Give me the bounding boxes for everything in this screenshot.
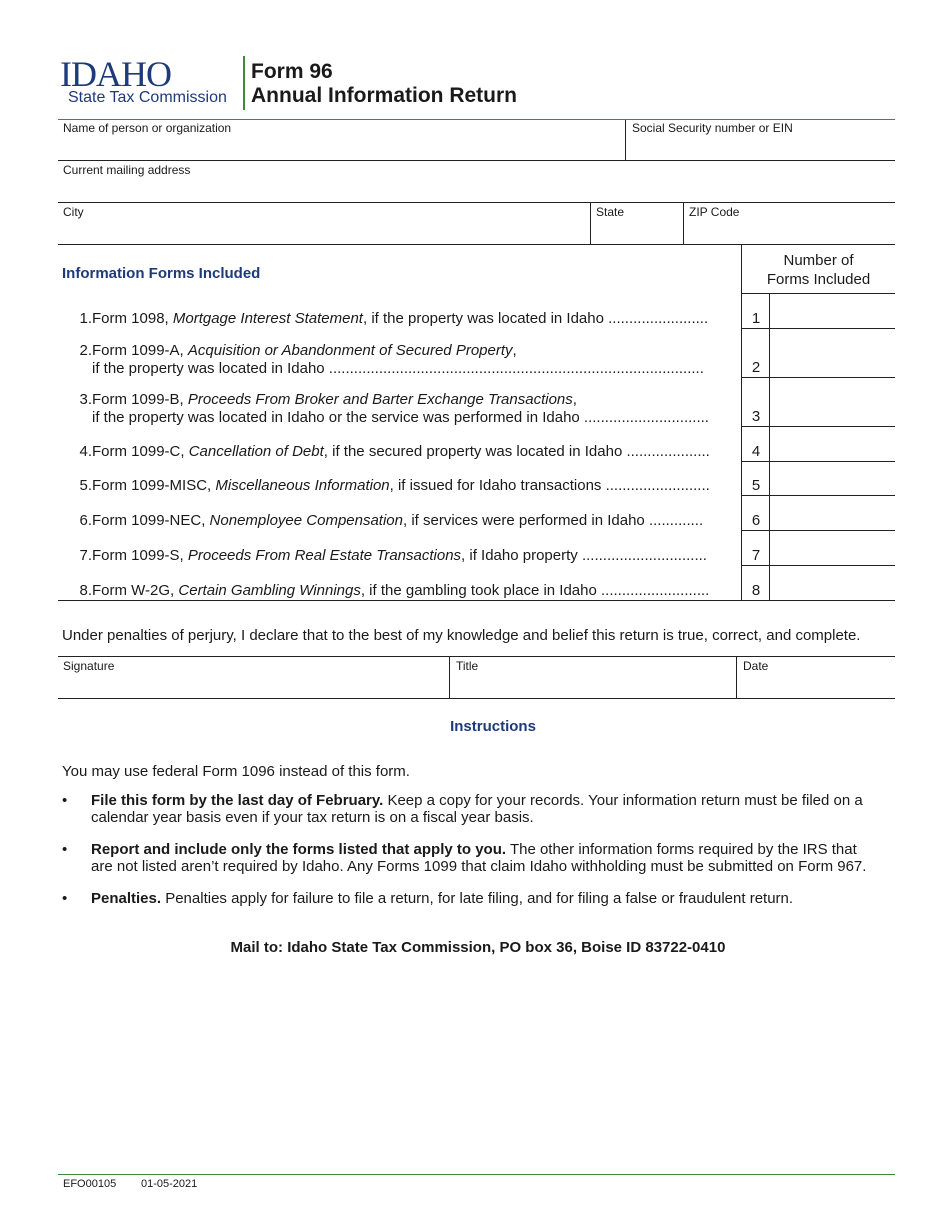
list-item bbox=[62, 547, 732, 565]
divider bbox=[58, 600, 895, 601]
line-number: 7 bbox=[751, 547, 761, 564]
bullet-bold: Report and include only the forms listed that apply to you. bbox=[91, 841, 507, 858]
divider bbox=[741, 293, 895, 294]
address-input[interactable] bbox=[60, 178, 894, 202]
signature-input[interactable] bbox=[60, 673, 448, 697]
bullet-bold: File this form by the last day of February. bbox=[91, 792, 384, 809]
count-input-4[interactable] bbox=[770, 437, 898, 461]
line-number: 5 bbox=[751, 477, 761, 494]
list-item bbox=[91, 890, 901, 907]
city-label: City bbox=[63, 205, 84, 219]
item-form: Form 1099-A, bbox=[92, 342, 188, 359]
bullet-text: Keep a copy for your records. Your information return must be filed on a bbox=[383, 792, 863, 809]
bullet-icon: • bbox=[62, 890, 68, 907]
item-text: , if services were performed in Idaho ............. bbox=[403, 512, 704, 529]
line-number: 1 bbox=[751, 310, 761, 327]
title-input[interactable] bbox=[452, 673, 736, 697]
list-item bbox=[91, 792, 901, 826]
list-item bbox=[91, 841, 901, 875]
divider bbox=[625, 120, 626, 161]
item-text: , if Idaho property .............................. bbox=[461, 547, 707, 564]
divider bbox=[741, 426, 895, 427]
divider bbox=[741, 495, 895, 496]
divider bbox=[741, 377, 895, 378]
item-text: , bbox=[512, 342, 517, 359]
divider bbox=[736, 657, 737, 698]
divider bbox=[58, 656, 895, 657]
divider bbox=[741, 530, 895, 531]
item-title: Miscellaneous Information bbox=[215, 477, 390, 494]
instructions-heading: Instructions bbox=[450, 718, 536, 735]
divider bbox=[58, 244, 895, 245]
list-item bbox=[62, 443, 732, 461]
item-text: , if the gambling took place in Idaho .......................... bbox=[360, 582, 710, 599]
count-input-7[interactable] bbox=[770, 541, 898, 565]
bullet-icon: • bbox=[62, 792, 68, 809]
bullet-text-2: are not listed aren’t required by Idaho. Any Forms 1099 that claim Idaho withholding must be submitted on Form 967. bbox=[91, 858, 867, 875]
form-number: Form 96 bbox=[251, 60, 333, 83]
bullet-text: The other information forms required by the IRS that bbox=[506, 841, 857, 858]
line-number: 6 bbox=[751, 512, 761, 529]
item-text: , if the property was located in Idaho ........................ bbox=[362, 310, 709, 327]
mail-to: Mail to: Idaho State Tax Commission, PO box 36, Boise ID 83722-0410 bbox=[230, 939, 726, 956]
city-input[interactable] bbox=[60, 220, 589, 244]
instructions-intro: You may use federal Form 1096 instead of this form. bbox=[62, 763, 410, 780]
state-input[interactable] bbox=[593, 220, 683, 244]
form-code: EFO00105 bbox=[63, 1178, 117, 1190]
list-item bbox=[62, 310, 732, 328]
state-label: State bbox=[596, 205, 625, 219]
declaration-text: Under penalties of perjury, I declare that to the best of my knowledge and belief this return is true, correct, and complete. bbox=[62, 627, 861, 644]
section-heading: Information Forms Included bbox=[62, 265, 261, 282]
top-rule bbox=[58, 119, 895, 120]
header-divider bbox=[243, 56, 245, 110]
item-number: 3. bbox=[79, 391, 92, 408]
item-number: 7. bbox=[79, 547, 92, 564]
bullet-icon: • bbox=[62, 841, 68, 858]
line-number: 2 bbox=[751, 359, 761, 376]
date-input[interactable] bbox=[739, 673, 895, 697]
number-header-line1: Number of bbox=[783, 252, 854, 269]
address-label: Current mailing address bbox=[63, 163, 191, 177]
item-text-2: if the property was located in Idaho .......................................................................................... bbox=[92, 360, 704, 377]
item-title: Mortgage Interest Statement bbox=[172, 310, 363, 327]
count-input-5[interactable] bbox=[770, 471, 898, 495]
item-text: , if the secured property was located in Idaho .................... bbox=[323, 443, 710, 460]
divider bbox=[58, 160, 895, 161]
line-number: 4 bbox=[751, 443, 761, 460]
item-number: 1. bbox=[79, 310, 92, 327]
item-form: Form 1099-S, bbox=[92, 547, 188, 564]
item-title: Nonemployee Compensation bbox=[209, 512, 403, 529]
item-number: 5. bbox=[79, 477, 92, 494]
count-input-6[interactable] bbox=[770, 506, 898, 530]
item-form: Form 1098, bbox=[92, 310, 173, 327]
item-form: Form 1099-MISC, bbox=[92, 477, 216, 494]
ssn-input[interactable] bbox=[628, 136, 896, 160]
date-label: Date bbox=[743, 659, 769, 673]
zip-label: ZIP Code bbox=[689, 205, 740, 219]
signature-label: Signature bbox=[63, 659, 115, 673]
count-input-8[interactable] bbox=[770, 576, 898, 600]
divider bbox=[741, 328, 895, 329]
count-input-2[interactable] bbox=[770, 352, 898, 376]
line-number: 3 bbox=[751, 408, 761, 425]
item-number: 4. bbox=[79, 443, 92, 460]
zip-input[interactable] bbox=[686, 220, 895, 244]
divider bbox=[449, 657, 450, 698]
list-item bbox=[62, 512, 732, 530]
list-item bbox=[62, 342, 732, 377]
item-number: 2. bbox=[79, 342, 92, 359]
divider bbox=[741, 565, 895, 566]
item-text: , if issued for Idaho transactions ......................... bbox=[389, 477, 710, 494]
divider bbox=[590, 203, 591, 244]
bullet-text-2: calendar year basis even if your tax return is on a fiscal year basis. bbox=[91, 809, 534, 826]
divider bbox=[683, 203, 684, 244]
name-label: Name of person or organization bbox=[63, 121, 232, 135]
count-input-3[interactable] bbox=[770, 401, 898, 425]
list-item bbox=[62, 477, 732, 495]
bullet-bold: Penalties. bbox=[91, 890, 162, 907]
count-input-1[interactable] bbox=[770, 304, 898, 328]
number-header bbox=[742, 251, 895, 289]
idaho-logo: IDAHO bbox=[60, 54, 171, 94]
item-title: Proceeds From Broker and Barter Exchange Transactions bbox=[187, 391, 573, 408]
page-title: Annual Information Return bbox=[251, 84, 517, 107]
line-number: 8 bbox=[751, 582, 761, 599]
item-text-2: if the property was located in Idaho or the service was performed in Idaho .............................. bbox=[92, 409, 709, 426]
item-title: Certain Gambling Winnings bbox=[178, 582, 361, 599]
title-label: Title bbox=[456, 659, 479, 673]
revision-date: 01-05-2021 bbox=[141, 1178, 198, 1190]
item-text: , bbox=[572, 391, 577, 408]
list-item bbox=[62, 582, 732, 600]
divider bbox=[58, 202, 895, 203]
item-form: Form 1099-C, bbox=[92, 443, 189, 460]
ssn-label: Social Security number or EIN bbox=[632, 121, 793, 135]
item-form: Form W-2G, bbox=[92, 582, 179, 599]
name-input[interactable] bbox=[60, 136, 624, 160]
item-number: 6. bbox=[79, 512, 92, 529]
item-title: Acquisition or Abandonment of Secured Property bbox=[187, 342, 513, 359]
bullet-text: Penalties apply for failure to file a return, for late filing, and for filing a false or fraudulent return. bbox=[161, 890, 794, 907]
item-title: Proceeds From Real Estate Transactions bbox=[187, 547, 462, 564]
item-form: Form 1099-B, bbox=[92, 391, 188, 408]
item-form: Form 1099-NEC, bbox=[92, 512, 210, 529]
footer-rule bbox=[58, 1174, 895, 1175]
divider bbox=[741, 461, 895, 462]
logo-subtitle: State Tax Commission bbox=[68, 89, 227, 106]
list-item bbox=[62, 391, 732, 426]
item-number: 8. bbox=[79, 582, 92, 599]
number-header-line2: Forms Included bbox=[766, 271, 871, 288]
item-title: Cancellation of Debt bbox=[188, 443, 324, 460]
divider bbox=[58, 698, 895, 699]
